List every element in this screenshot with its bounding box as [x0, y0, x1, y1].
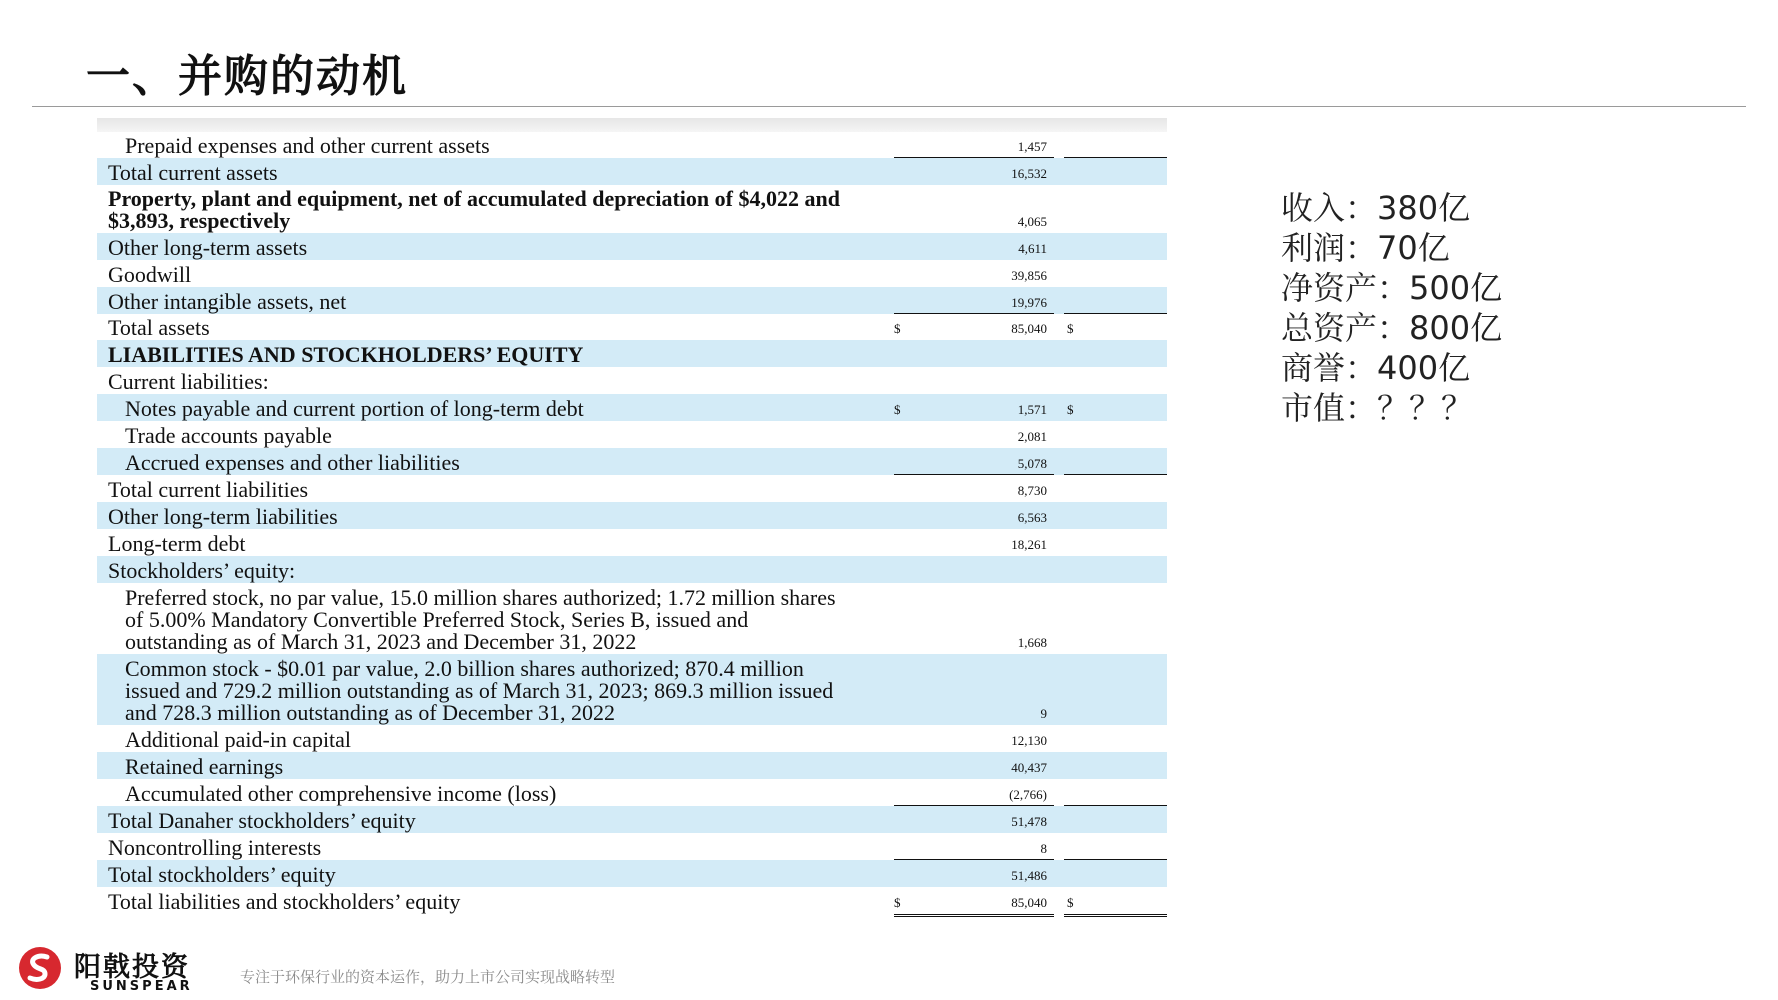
- table-row: [97, 725, 1167, 752]
- row-label: Total current liabilities: [108, 477, 309, 502]
- row-label: Noncontrolling interests: [108, 835, 322, 860]
- row-value: 8: [1040, 841, 1047, 856]
- row-label: Additional paid-in capital: [125, 727, 352, 752]
- table-row: [97, 654, 1167, 725]
- table-row: [97, 806, 1167, 833]
- currency-symbol: $: [894, 895, 901, 910]
- table-row: [97, 833, 1167, 860]
- title-divider: [32, 106, 1746, 107]
- row-label: Long-term debt: [108, 531, 246, 556]
- table-row: [97, 314, 1167, 340]
- row-value: 4,065: [1017, 214, 1047, 229]
- underline-rule: [894, 914, 1054, 918]
- table-row: [97, 475, 1167, 502]
- row-label: Common stock - $0.01 par value, 2.0 billion shares authorized; 870.4 million issued and 729.2 million outstanding as of March 31, 2023; 869.3 million issued and 728.3 million outstanding as of December 31, 2022: [125, 656, 834, 725]
- key-metrics-list: [1281, 188, 1502, 428]
- row-value: 51,478: [1011, 814, 1047, 829]
- table-row: [97, 394, 1167, 421]
- row-label: Trade accounts payable: [125, 423, 332, 448]
- table-row: [97, 502, 1167, 529]
- balance-sheet-rows: [97, 131, 1167, 914]
- page-title: 一、并购的动机: [86, 51, 408, 102]
- balance-sheet-table: [97, 118, 1167, 913]
- table-row: [97, 131, 1167, 158]
- metric-item: 市值：？？？: [1281, 389, 1474, 427]
- table-top-band: [97, 118, 1167, 132]
- table-row: [97, 287, 1167, 314]
- row-label: Goodwill: [108, 262, 192, 287]
- row-label: Preferred stock, no par value, 15.0 million shares authorized; 1.72 million shares of 5.00% Mandatory Convertible Preferred Stock, Series B, issued and outstanding as of March 31, 2023 and December 31, 2022: [125, 585, 836, 654]
- row-value: 9: [1040, 706, 1047, 721]
- row-label: Notes payable and current portion of long-term debt: [125, 396, 584, 421]
- row-label: Total stockholders’ equity: [108, 862, 336, 887]
- table-row: [97, 421, 1167, 448]
- row-value: 19,976: [1011, 295, 1047, 310]
- row-value: 40,437: [1011, 760, 1047, 775]
- row-value: 1,457: [1017, 139, 1047, 154]
- currency-symbol: $: [1067, 895, 1074, 910]
- row-label: Other intangible assets, net: [108, 289, 347, 314]
- table-row: [97, 529, 1167, 556]
- footer-slogan: 专注于环保行业的资本运作，助力上市公司实现战略转型: [240, 968, 616, 986]
- table-row: [97, 860, 1167, 887]
- brand-name: 阳戟投资: [74, 952, 190, 983]
- row-value: 39,856: [1011, 268, 1047, 283]
- sunspear-logo-icon: [18, 946, 62, 990]
- table-row: [97, 752, 1167, 779]
- metric-item: 总资产：800亿: [1281, 309, 1503, 347]
- row-label: LIABILITIES AND STOCKHOLDERS’ EQUITY: [108, 342, 584, 367]
- currency-symbol: $: [1067, 321, 1074, 336]
- table-row: [97, 233, 1167, 260]
- row-label: Total assets: [108, 315, 210, 340]
- table-row: [97, 260, 1167, 287]
- table-row: [97, 340, 1167, 367]
- table-row: [97, 779, 1167, 806]
- currency-symbol: $: [894, 321, 901, 336]
- row-value: 51,486: [1011, 868, 1047, 883]
- table-row: [97, 556, 1167, 583]
- row-value: 16,532: [1011, 166, 1047, 181]
- row-value: 4,611: [1018, 241, 1047, 256]
- row-value: 5,078: [1017, 456, 1047, 471]
- row-value: 12,130: [1011, 733, 1047, 748]
- row-label: Property, plant and equipment, net of accumulated depreciation of $4,022 and $3,893, respectively: [108, 186, 840, 233]
- row-value: 2,081: [1017, 429, 1047, 444]
- metric-item: 净资产：500亿: [1281, 269, 1503, 307]
- brand-name-en: SUNSPEAR: [90, 979, 193, 994]
- row-value: 8,730: [1017, 483, 1047, 498]
- table-row: [97, 185, 1167, 233]
- table-row: [97, 158, 1167, 185]
- row-value: (2,766): [1009, 787, 1047, 802]
- row-label: Accrued expenses and other liabilities: [125, 450, 460, 475]
- row-value: 1,668: [1017, 635, 1047, 650]
- row-value: 85,040: [1011, 895, 1047, 910]
- row-label: Accumulated other comprehensive income (loss): [125, 781, 557, 806]
- row-label: Prepaid expenses and other current assets: [125, 133, 490, 158]
- row-label: Retained earnings: [125, 754, 284, 779]
- row-label: Other long-term assets: [108, 235, 308, 260]
- row-label: Total Danaher stockholders’ equity: [108, 808, 416, 833]
- table-row: [97, 448, 1167, 475]
- row-value: 85,040: [1011, 321, 1047, 336]
- row-value: 18,261: [1011, 537, 1047, 552]
- table-row: [97, 367, 1167, 394]
- metric-item: 商誉：400亿: [1281, 349, 1471, 387]
- table-row: [97, 583, 1167, 654]
- underline-rule: [1064, 914, 1167, 918]
- row-label: Stockholders’ equity:: [108, 558, 296, 583]
- metric-item: 利润：70亿: [1281, 229, 1450, 267]
- metric-item: 收入：380亿: [1281, 189, 1471, 227]
- currency-symbol: $: [894, 402, 901, 417]
- row-label: Total current assets: [108, 160, 278, 185]
- row-value: 1,571: [1017, 402, 1047, 417]
- row-label: Current liabilities:: [108, 369, 269, 394]
- row-label: Total liabilities and stockholders’ equity: [108, 889, 461, 914]
- row-label: Other long-term liabilities: [108, 504, 338, 529]
- currency-symbol: $: [1067, 402, 1074, 417]
- table-row: [97, 887, 1167, 914]
- row-value: 6,563: [1017, 510, 1047, 525]
